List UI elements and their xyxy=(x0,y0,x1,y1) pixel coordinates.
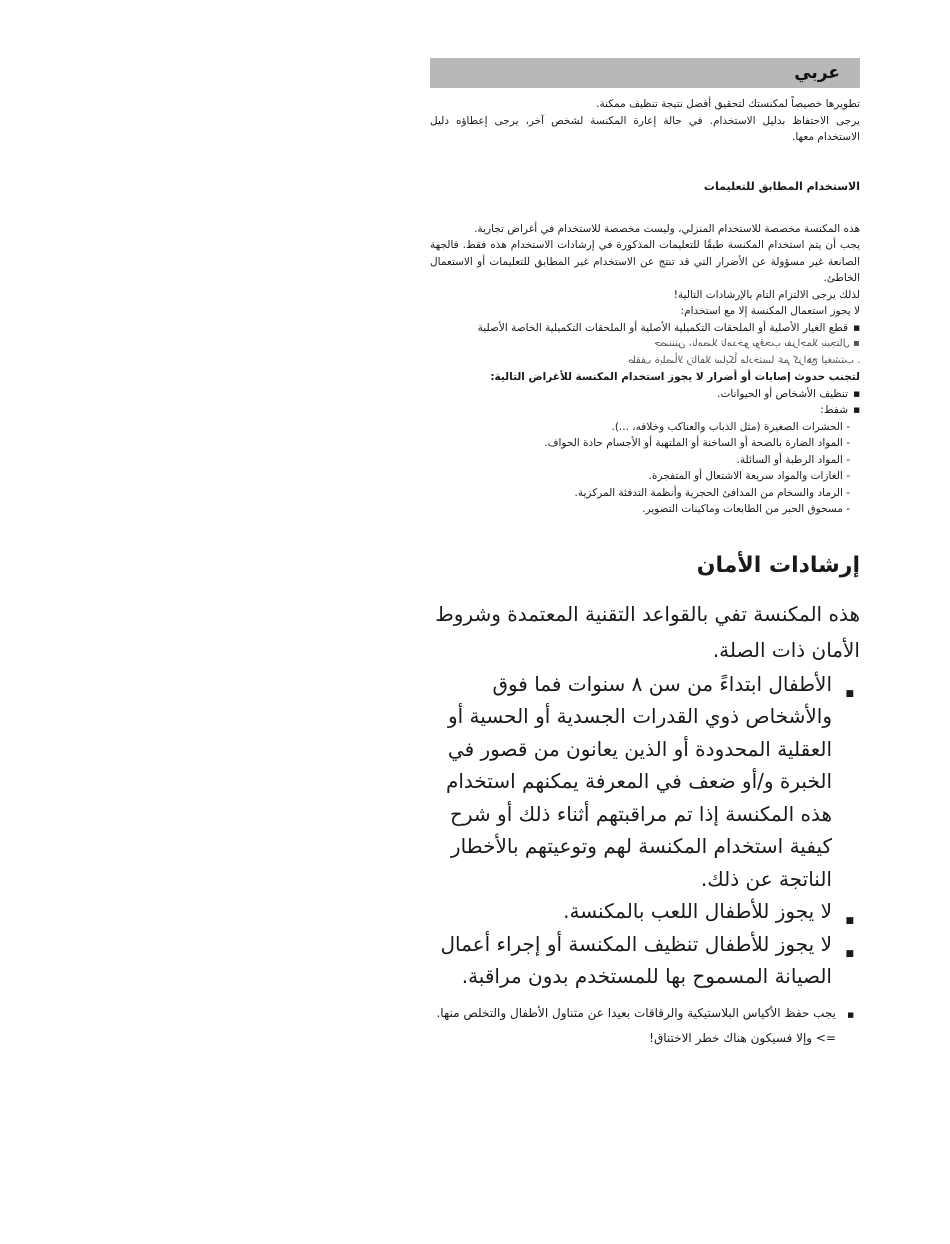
list-item: ■ لا يجوز للأطفال اللعب بالمكنسة. xyxy=(430,895,860,928)
bag-list xyxy=(430,1001,860,1026)
language-tab xyxy=(430,58,860,88)
bag-warning-section xyxy=(430,1001,860,1051)
usage-paragraph: هذه المكنسة مخصصة للاستخدام المنزلي، وليست مخصصة للاستخدام في أغراض تجارية. xyxy=(474,222,860,235)
list-item: ■ قطع الغيار الأصلية أو الملحقات التكميلية الأصلية أو الملحقات التكميلية الخاصة الأصلية xyxy=(430,320,860,337)
list-item: ■ شفط: xyxy=(430,402,860,419)
language-tab-label: عربي xyxy=(794,63,840,83)
list-item: - الغازات والمواد سريعة الاشتعال أو المتفجرة. xyxy=(430,468,850,485)
usage-section xyxy=(430,221,860,518)
list-item: - الحشرات الصغيرة (مثل الذباب والعناكب وخلافه، ...). xyxy=(430,419,850,436)
usage-heading: الاستخدام المطابق للتعليمات xyxy=(703,179,860,193)
list-item: - مسحوق الحبر من الطابعات وماكينات التصوير. xyxy=(430,501,850,518)
list-item: ■ الأطفال ابتداءً من سن ٨ سنوات فما فوق والأشخاص ذوي القدرات الجسدية أو الحسية أو العقلية المحدودة أو الذين يعانون من قصور في الخبرة و/أو ضعف في المعرفة يمكنهم استخدام هذه المكنسة إذا تم مراقبتهم أثناء ذلك أو شرح كيفية استخدام المكنسة لهم وتوعيتهم بالأخطار الناتجة عن ذلك. xyxy=(430,668,860,896)
allowed-list xyxy=(430,320,860,337)
list-item: - المواد الضارة بالصحة أو الساخنة أو الملتهبة أو الأجسام حادة الحواف. xyxy=(430,435,850,452)
list-item: - الرماد والسخام من المدافئ الحجرية وأنظمة التدفئة المركزية. xyxy=(430,485,850,502)
list-item: - المواد الرطبة أو السائلة. xyxy=(430,452,850,469)
list-item: ■ تنظيف الأشخاص أو الحيوانات. xyxy=(430,386,860,403)
usage-paragraph: يجب أن يتم استخدام المكنسة طبقًا للتعليمات المذكورة في إرشادات الاستخدام هذه فقط. فالجهة الصانعة غير مسؤولة عن الأضرار التي قد تنتج عن الاستخدام غير المطابق للتعليمات أو الاستعمال الخاطئ. xyxy=(430,239,860,284)
avoid-heading: لتجنب حدوث إصابات أو أضرار لا يجوز استخدام المكنسة للأغراض التالية: xyxy=(490,371,860,383)
list-item: ■ يجب حفظ الأكياس البلاستيكية والرقاقات بعيدا عن متناول الأطفال والتخلص منها. xyxy=(430,1001,860,1026)
mirrored-line: . طقف ةيلصألا رتالفلا سايكأ مادختسا عم كزاهج ليغشتب xyxy=(627,354,860,366)
suffocation-note: => وإلا فسيكون هناك خطر الاختناق! xyxy=(649,1030,836,1045)
avoid-list xyxy=(430,386,860,419)
safety-intro: هذه المكنسة تفي بالقواعد التقنية المعتمدة وشروط الأمان ذات الصلة. xyxy=(435,601,860,662)
mirrored-line: ▪ جصنننن ،نامضلا تامدخو ىوقحب ىفزاجملا بنبجتال xyxy=(654,338,860,349)
document-page xyxy=(430,58,860,1051)
safety-heading: إرشادات الأمان xyxy=(696,552,860,578)
mirrored-text xyxy=(430,336,860,369)
safety-list xyxy=(430,668,860,993)
usage-paragraph: لا يجوز استعمال المكنسة إلا مع استخدام: xyxy=(680,305,860,317)
list-item: ■ لا يجوز للأطفال تنظيف المكنسة أو إجراء أعمال الصيانة المسموح بها للمستخدم بدون مراقبة. xyxy=(430,928,860,993)
intro-section xyxy=(430,96,860,146)
intro-paragraph: يرجى الاحتفاظ بدليل الاستخدام. في حالة إعارة المكنسة لشخص آخر، يرجى إعطاؤه دليل الاستخدام معها. xyxy=(430,114,860,143)
intro-paragraph: تطويرها خصيصاً لمكنستك لتحقيق أفضل نتيجة تنظيف ممكنة. xyxy=(596,98,860,110)
suction-list xyxy=(430,419,860,518)
usage-paragraph: لذلك يرجى الالتزام التام بالإرشادات التالية! xyxy=(673,288,860,301)
